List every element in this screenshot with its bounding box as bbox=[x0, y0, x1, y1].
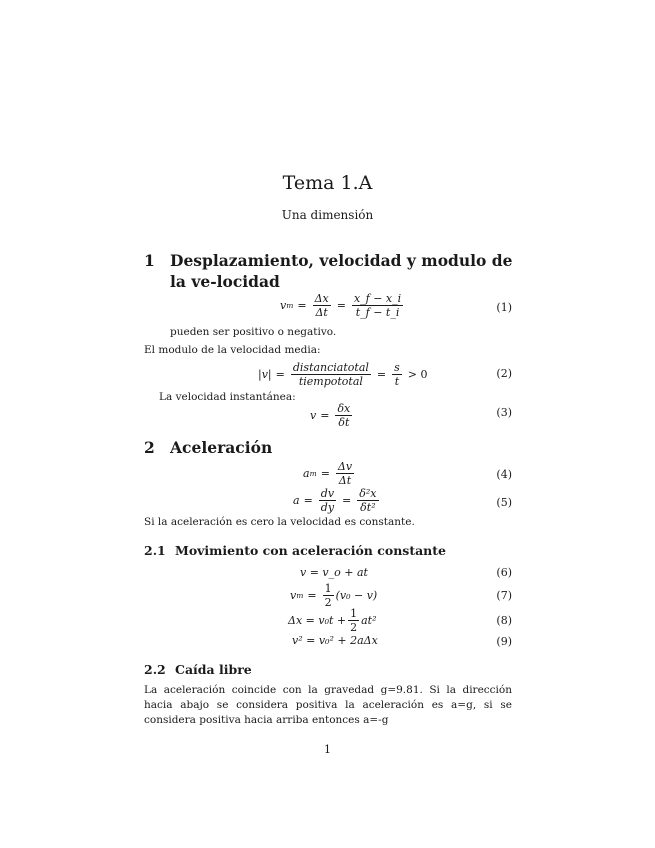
equation-number: (2) bbox=[496, 367, 512, 380]
equation-5: a = $\frac{dv}{dy}$ = $\frac{\text{δ²x}}{\text{δt²}}$ bbox=[293, 487, 377, 514]
equation-4: a m = $\frac{\Delta v}{\Delta t}$ bbox=[303, 460, 353, 487]
equation-number: (6) bbox=[496, 566, 512, 579]
section-1-heading bbox=[0, 250, 655, 294]
equation-number: (8) bbox=[496, 614, 512, 627]
equation-7: v m = $\frac{1}{2}$ (v₀ − v) bbox=[290, 582, 378, 609]
section-2-heading bbox=[0, 437, 655, 459]
equation-number: (3) bbox=[496, 406, 512, 419]
equation-number: (7) bbox=[496, 589, 512, 602]
equation-number: (1) bbox=[496, 301, 512, 314]
fraction: $\frac{\text{δ²x}}{\text{δt²}}$ bbox=[359, 487, 377, 514]
fraction: $\frac{\Delta x}{\Delta t}$ bbox=[314, 292, 329, 319]
subsection-2-2-number: 2.2 bbox=[144, 662, 166, 677]
equation-number: (5) bbox=[496, 496, 512, 509]
section-number: 2 bbox=[144, 438, 155, 457]
paragraph: Si la aceleración es cero la velocidad es constante. bbox=[144, 516, 415, 528]
equation-9: v² = v₀² + 2aΔx bbox=[292, 634, 378, 647]
section-title: Aceleración bbox=[170, 438, 273, 457]
fraction: $\frac{x\_f - x\_i}{t\_f - t\_i}$ bbox=[353, 292, 402, 319]
section-title: Desplazamiento, velocidad y modulo de la ve-locidad bbox=[170, 251, 513, 291]
fraction: $\frac{\delta x}{\delta t}$ bbox=[337, 402, 351, 429]
fraction: $\frac{s}{t}$ bbox=[394, 361, 400, 388]
equation-1: v m = $\frac{\Delta x}{\Delta t}$ = $\frac{x\_f - x\_i}{t\_f - t\_i}$ bbox=[280, 292, 402, 319]
subsection-2-1-number: 2.1 bbox=[144, 543, 166, 558]
equation-8: Δx = v₀t + $\frac{1}{2}$ at² bbox=[288, 607, 377, 634]
page-number: 1 bbox=[324, 743, 331, 756]
document-title: Tema 1.A bbox=[282, 172, 373, 194]
paragraph: La velocidad instantánea: bbox=[159, 391, 296, 403]
fraction: $\frac{1}{2}$ bbox=[350, 607, 358, 634]
paragraph: El modulo de la velocidad media: bbox=[144, 344, 321, 356]
subsection-2-2-title: Caída libre bbox=[175, 662, 252, 677]
equation-number: (4) bbox=[496, 468, 512, 481]
subsection-2-1-title: Movimiento con aceleración constante bbox=[175, 543, 447, 558]
fraction: $\frac{dv}{dy}$ bbox=[320, 487, 335, 514]
equation-6: v = v_o + at bbox=[300, 566, 368, 579]
equation-3: v = $\frac{\delta x}{\delta t}$ bbox=[310, 402, 351, 429]
document-subtitle: Una dimensión bbox=[281, 208, 374, 222]
paragraph: pueden ser positivo o negativo. bbox=[170, 326, 337, 338]
fraction: $\frac{\Delta v}{\Delta t}$ bbox=[337, 460, 353, 487]
section-number: 1 bbox=[144, 251, 155, 270]
paragraph: La aceleración coincide con la gravedad g=9.81. Si la dirección hacia abajo se considera positiva la aceleración es a=g, si se considera positiva hacia arriba entonces a=-g bbox=[144, 684, 512, 726]
fraction: $\frac{\text{distanciatotal}}{\text{tiempototal}}$ bbox=[292, 361, 369, 388]
equation-2: |v| = $\frac{\text{distanciatotal}}{\text{tiempototal}}$ = $\frac{s}{t}$ > 0 bbox=[258, 361, 428, 388]
equation-number: (9) bbox=[496, 635, 512, 648]
fraction: $\frac{1}{2}$ bbox=[324, 582, 332, 609]
